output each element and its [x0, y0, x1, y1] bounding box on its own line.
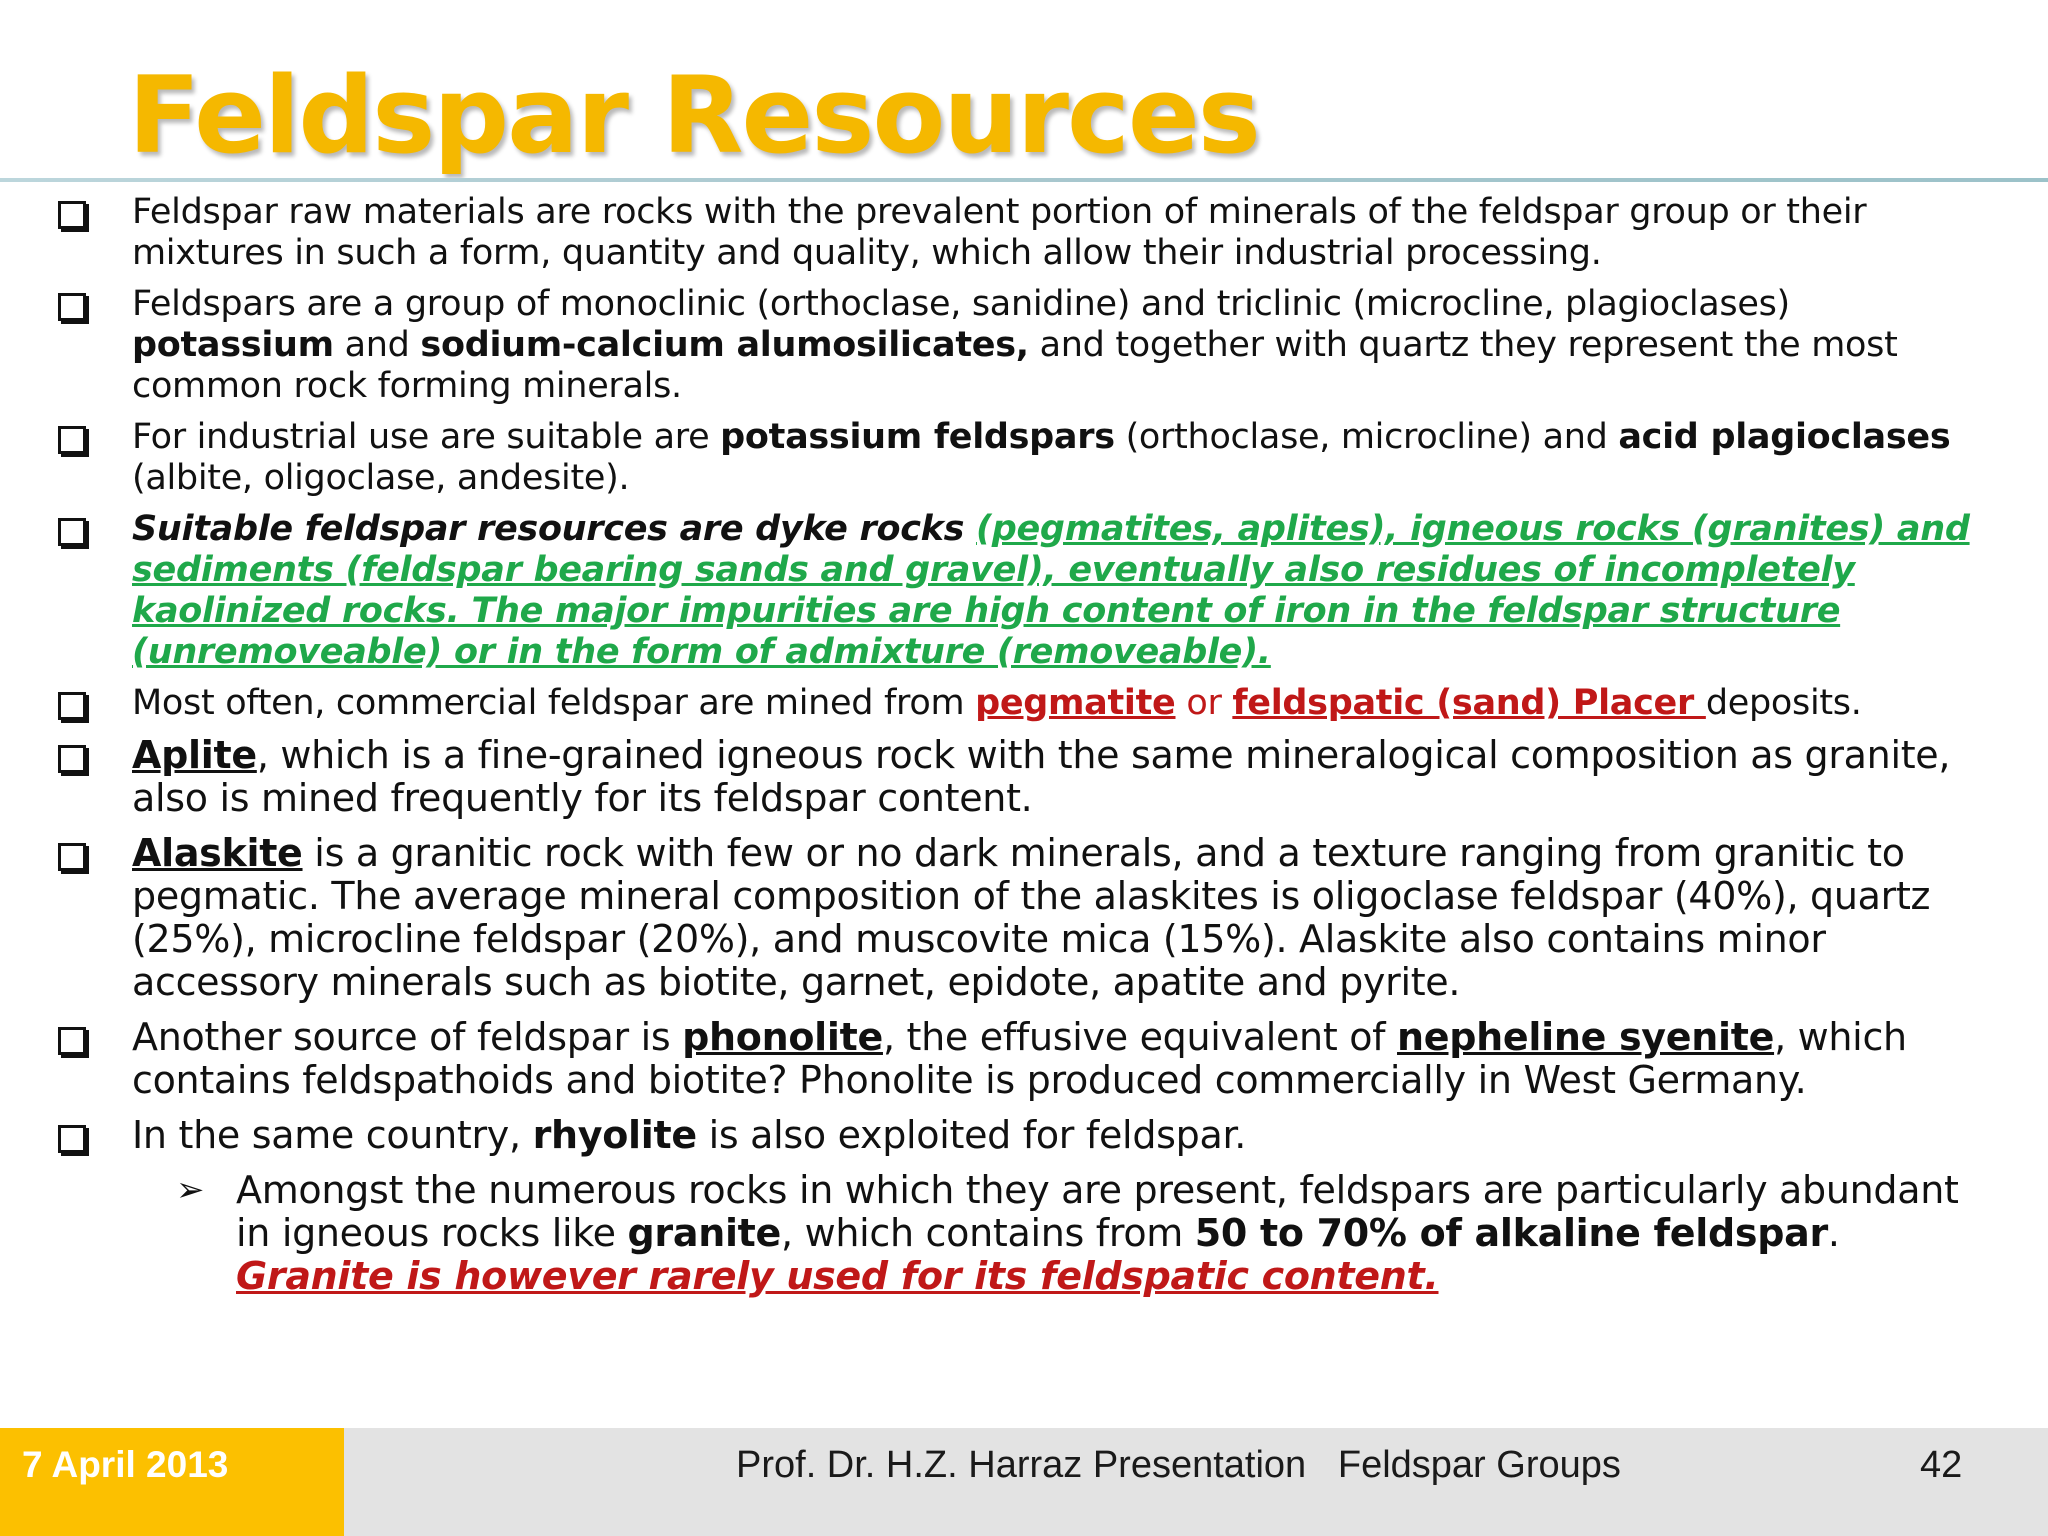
checkbox-bullet-icon [58, 745, 86, 773]
bullet-text: Amongst the numerous rocks in which they are present, feldspars are particularly abundant in igneous rocks like [236, 1168, 1959, 1255]
bullet-text: is also exploited for feldspar. [696, 1113, 1247, 1157]
arrow-bullet-icon: ➢ [176, 1170, 205, 1210]
sub-bullet-item [52, 1169, 2002, 1298]
bullet-text: . [1827, 1211, 1840, 1255]
checkbox-bullet-icon [58, 201, 86, 229]
bold-term: granite [627, 1211, 782, 1255]
bullet-item [52, 509, 2002, 673]
slide-footer [0, 1428, 2048, 1536]
checkbox-bullet-icon [58, 843, 86, 871]
bullet-text: (orthoclase, microcline) and [1114, 417, 1619, 457]
checkbox-bullet-icon [58, 426, 86, 454]
bold-italic-lead: Suitable feldspar resources are dyke rocks [132, 509, 977, 549]
bullet-text: Another source of feldspar is [132, 1015, 683, 1059]
checkbox-bullet-icon [58, 293, 86, 321]
bullet-list [52, 192, 2002, 1298]
bullet-text: and together with quartz they represent the most common rock forming minerals. [132, 325, 1898, 406]
bullet-text: For industrial use are suitable are [132, 417, 721, 457]
bullet-item [52, 1114, 2002, 1157]
checkbox-bullet-icon [58, 692, 86, 720]
green-highlight-text: (pegmatites, aplites), igneous rocks (granites) and sediments (feldspar bearing sands and gravel), eventually also residues of incompletely kaolinized rocks. The major impurities are high content of iron in the feldspar structure (unremoveable) or in the form of admixture (removeable). [132, 509, 1970, 672]
bold-term: potassium feldspars [720, 417, 1115, 457]
checkbox-bullet-icon [58, 1125, 86, 1153]
bullet-text: (albite, oligoclase, andesite). [132, 458, 630, 498]
bullet-text: Feldspars are a group of monoclinic (orthoclase, sanidine) and triclinic (microcline, plagioclases) [132, 284, 1790, 324]
bullet-text: is a granitic rock with few or no dark minerals, and a texture ranging from granitic to pegmatic. The average mineral composition of the alaskites is oligoclase feldspar (40%), quartz (25%), microcline feldspar (20%), and muscovite mica (15%). Alaskite also contains minor accessory minerals such as biotite, garnet, epidote, apatite and pyrite. [132, 831, 1931, 1004]
bullet-item [52, 683, 2002, 724]
slide-title: Feldspar Resources [128, 54, 1259, 177]
red-highlight-text: Granite is however rarely used for its feldspatic content. [236, 1254, 1439, 1298]
red-highlight-term: pegmatite [975, 683, 1176, 723]
underlined-term: Aplite [132, 733, 257, 777]
bullet-text: , which contains from [781, 1211, 1195, 1255]
bold-term: acid plagioclases [1618, 417, 1951, 457]
bullet-text: or [1175, 683, 1233, 723]
bold-term: rhyolite [532, 1113, 697, 1157]
bullet-text: , which contains feldspathoids and biotite? Phonolite is produced commercially in West Germany. [132, 1015, 1907, 1102]
footer-presenter: Prof. Dr. H.Z. Harraz Presentation Feldspar Groups [736, 1444, 1621, 1486]
date-box [0, 1428, 344, 1536]
bullet-item [52, 417, 2002, 499]
bullet-text: , which is a fine-grained igneous rock with the same mineralogical composition as granite, also is mined frequently for its feldspar content. [132, 733, 1951, 820]
page-number: 42 [1920, 1444, 1963, 1486]
bullet-text: In the same country, [132, 1113, 533, 1157]
bullet-item [52, 192, 2002, 274]
bullet-text: and [333, 325, 421, 365]
checkbox-bullet-icon [58, 518, 86, 546]
red-highlight-term: feldspatic (sand) Placer [1232, 683, 1706, 723]
underlined-term: phonolite [682, 1015, 883, 1059]
footer-date: 7 April 2013 [22, 1444, 229, 1485]
bold-term: sodium-calcium alumosilicates, [420, 325, 1029, 365]
bullet-text: Feldspar raw materials are rocks with the prevalent portion of minerals of the feldspar group or their mixtures in such a form, quantity and quality, which allow their industrial processing. [132, 192, 1867, 273]
title-divider [0, 178, 2048, 182]
bullet-item [52, 734, 2002, 820]
bold-term: 50 to 70% of alkaline feldspar [1194, 1211, 1828, 1255]
bullet-text: deposits. [1705, 683, 1862, 723]
underlined-term: nepheline syenite [1397, 1015, 1775, 1059]
bullet-item [52, 1016, 2002, 1102]
bullet-text: , the effusive equivalent of [882, 1015, 1398, 1059]
underlined-term: Alaskite [132, 831, 303, 875]
bullet-item [52, 832, 2002, 1004]
bullet-item [52, 284, 2002, 407]
checkbox-bullet-icon [58, 1027, 86, 1055]
bullet-text: Most often, commercial feldspar are mined from [132, 683, 976, 723]
bold-term: potassium [132, 325, 334, 365]
